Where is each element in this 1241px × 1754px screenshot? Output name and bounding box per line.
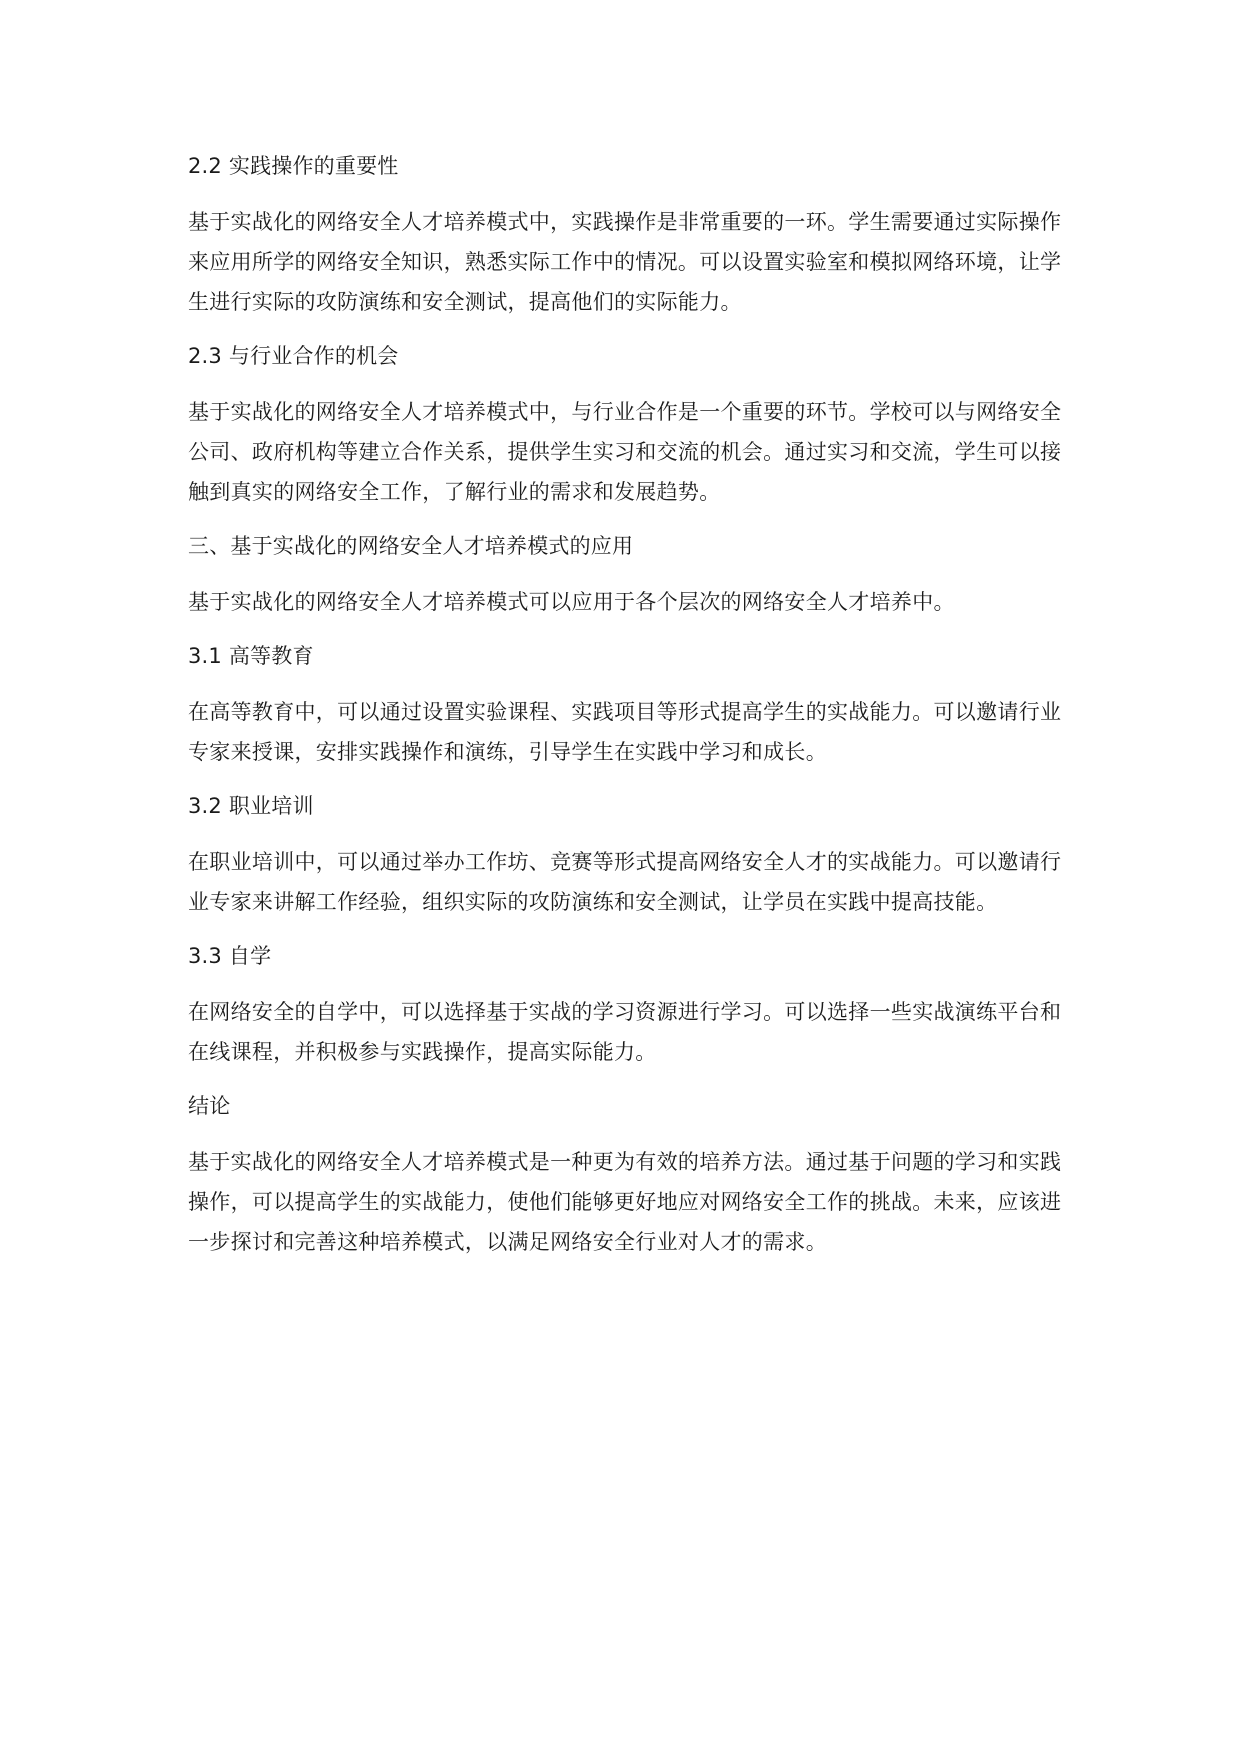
section-heading-3: 三、基于实战化的网络安全人才培养模式的应用: [188, 534, 634, 558]
section-heading-3-1: 3.1 高等教育: [188, 644, 314, 668]
paragraph-industry-cooperation: 基于实战化的网络安全人才培养模式中，与行业合作是一个重要的环节。学校可以与网络安全公司、政府机构等建立合作关系，提供学生实习和交流的机会。通过实习和交流，学生可以接触到真实的网络安全工作，了解行业的需求和发展趋势。: [188, 400, 1062, 504]
section-heading-3-2: 3.2 职业培训: [188, 794, 314, 818]
section-heading-conclusion: 结论: [188, 1094, 231, 1118]
paragraph-higher-education: 在高等教育中，可以通过设置实验课程、实践项目等形式提高学生的实战能力。可以邀请行业专家来授课，安排实践操作和演练，引导学生在实践中学习和成长。: [188, 700, 1062, 764]
paragraph-self-study: 在网络安全的自学中，可以选择基于实战的学习资源进行学习。可以选择一些实战演练平台和在线课程，并积极参与实践操作，提高实际能力。: [188, 1000, 1062, 1064]
paragraph-vocational-training: 在职业培训中，可以通过举办工作坊、竞赛等形式提高网络安全人才的实战能力。可以邀请行业专家来讲解工作经验，组织实际的攻防演练和安全测试，让学员在实践中提高技能。: [188, 850, 1062, 914]
section-heading-3-3: 3.3 自学: [188, 944, 272, 968]
paragraph-conclusion: 基于实战化的网络安全人才培养模式是一种更为有效的培养方法。通过基于问题的学习和实践操作，可以提高学生的实战能力，使他们能够更好地应对网络安全工作的挑战。未来，应该进一步探讨和完善这种培养模式，以满足网络安全行业对人才的需求。: [188, 1150, 1062, 1254]
section-heading-2-2: 2.2 实践操作的重要性: [188, 154, 399, 178]
document-body: [188, 150, 1068, 1280]
paragraph-application-intro: 基于实战化的网络安全人才培养模式可以应用于各个层次的网络安全人才培养中。: [188, 590, 955, 614]
paragraph-practice-importance: 基于实战化的网络安全人才培养模式中，实践操作是非常重要的一环。学生需要通过实际操作来应用所学的网络安全知识，熟悉实际工作中的情况。可以设置实验室和模拟网络环境，让学生进行实际的攻防演练和安全测试，提高他们的实际能力。: [188, 210, 1062, 314]
section-heading-2-3: 2.3 与行业合作的机会: [188, 344, 399, 368]
